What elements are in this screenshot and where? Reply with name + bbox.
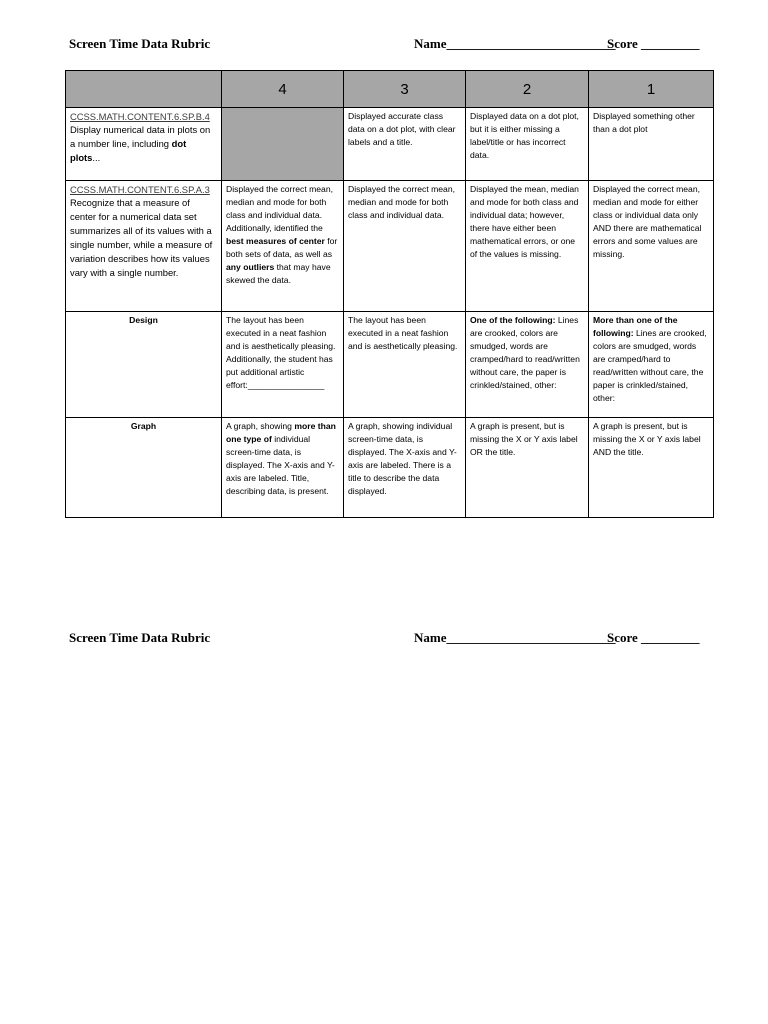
cell-text-bold: any outliers [226,262,275,272]
standard-text-bold: dot plots [70,138,187,163]
score-2-cell [466,312,589,418]
score-field: Score _________ [607,36,700,51]
score-2-cell: Displayed the mean, median and mode for both class and individual data; however, there have either been mathematical errors, or one of the values is missing. [466,181,589,312]
rubric-row-design [66,312,714,418]
column-header-1: 1 [589,71,714,108]
cell-text: individual screen-time data, is displayed. The X-axis and Y-axis are labeled. Title, describing data, is present. [226,434,335,496]
score-4-cell [222,181,344,312]
score-2-cell: A graph is present, but is missing the X or Y axis label OR the title. [466,418,589,518]
criterion-cell [66,108,222,181]
cell-text-bold: more than one type of [226,421,336,444]
score-1-cell [589,312,714,418]
standard-text-part: Display numerical data in plots on a number line, including [70,124,211,149]
rubric-row-dot-plot [66,108,714,181]
score-3-cell: Displayed accurate class data on a dot plot, with clear labels and a title. [344,108,466,181]
column-header-2: 2 [466,71,589,108]
score-4-cell [222,108,344,181]
name-field: Name__________________________ [414,36,616,51]
cell-text: for both sets of data, as well as [226,236,338,259]
rubric-title: Screen Time Data Rubric [69,630,211,645]
cell-text: that may have skewed the data. [226,262,331,285]
score-3-cell: A graph, showing individual screen-time data, is displayed. The X-axis and Y-axis are labeled. There is a title to describe the data displayed. [344,418,466,518]
score-1-cell: A graph is present, but is missing the X or Y axis label AND the title. [589,418,714,518]
rubric-title: Screen Time Data Rubric [69,36,211,51]
standard-text: Recognize that a measure of center for a numerical data set summarizes all of its values with a single number, while a measure of variation describes how its values vary with a single number. [70,197,213,278]
standard-code: CCSS.MATH.CONTENT.6.SP.B.4 [70,111,210,122]
cell-text-bold: More than one of the following: [593,315,678,338]
score-field: Score _________ [607,630,700,645]
score-4-cell [222,418,344,518]
rubric-header-row [66,71,714,108]
column-header-4: 4 [222,71,344,108]
graph-label: Graph [66,418,222,518]
standard-text-part: ... [92,152,101,163]
cell-text-bold: best measures of center [226,236,325,246]
standard-text [70,123,217,165]
rubric-table [65,70,714,518]
score-3-cell: Displayed the correct mean, median and mode for both class and individual data. [344,181,466,312]
score-2-cell: Displayed data on a dot plot, but it is either missing a label/title or has incorrect data. [466,108,589,181]
standard-code: CCSS.MATH.CONTENT.6.SP.A.3 [70,184,210,195]
design-label: Design [66,312,222,418]
cell-text: A graph, showing [226,421,295,431]
column-header-3: 3 [344,71,466,108]
score-1-cell: Displayed something other than a dot plot [589,108,714,181]
score-3-cell: The layout has been executed in a neat fashion and is aesthetically pleasing. [344,312,466,418]
score-1-cell: Displayed the correct mean, median and mode for either class or individual data only AND there are mathematical errors and some values are missing. [589,181,714,312]
cell-text: Lines are crooked, colors are smudged, words are cramped/hard to read/written without care, the paper is crinkled/stained, other: [470,315,580,390]
column-header-blank [66,71,222,108]
cell-text: Lines are crooked, colors are smudged, words are cramped/hard to read/written without care, the paper is crinkled/stained, other: [593,328,707,403]
rubric-row-graph [66,418,714,518]
score-4-cell: The layout has been executed in a neat fashion and is aesthetically pleasing. Additionally, the student has put additional artistic effort:________________ [222,312,344,418]
rubric-row-center-variation [66,181,714,312]
name-field: Name__________________________ [414,630,616,645]
criterion-cell [66,181,222,312]
cell-text-bold: One of the following: [470,315,556,325]
cell-text: Displayed the correct mean, median and mode for both class and individual data. Additionally, identified the [226,184,333,233]
